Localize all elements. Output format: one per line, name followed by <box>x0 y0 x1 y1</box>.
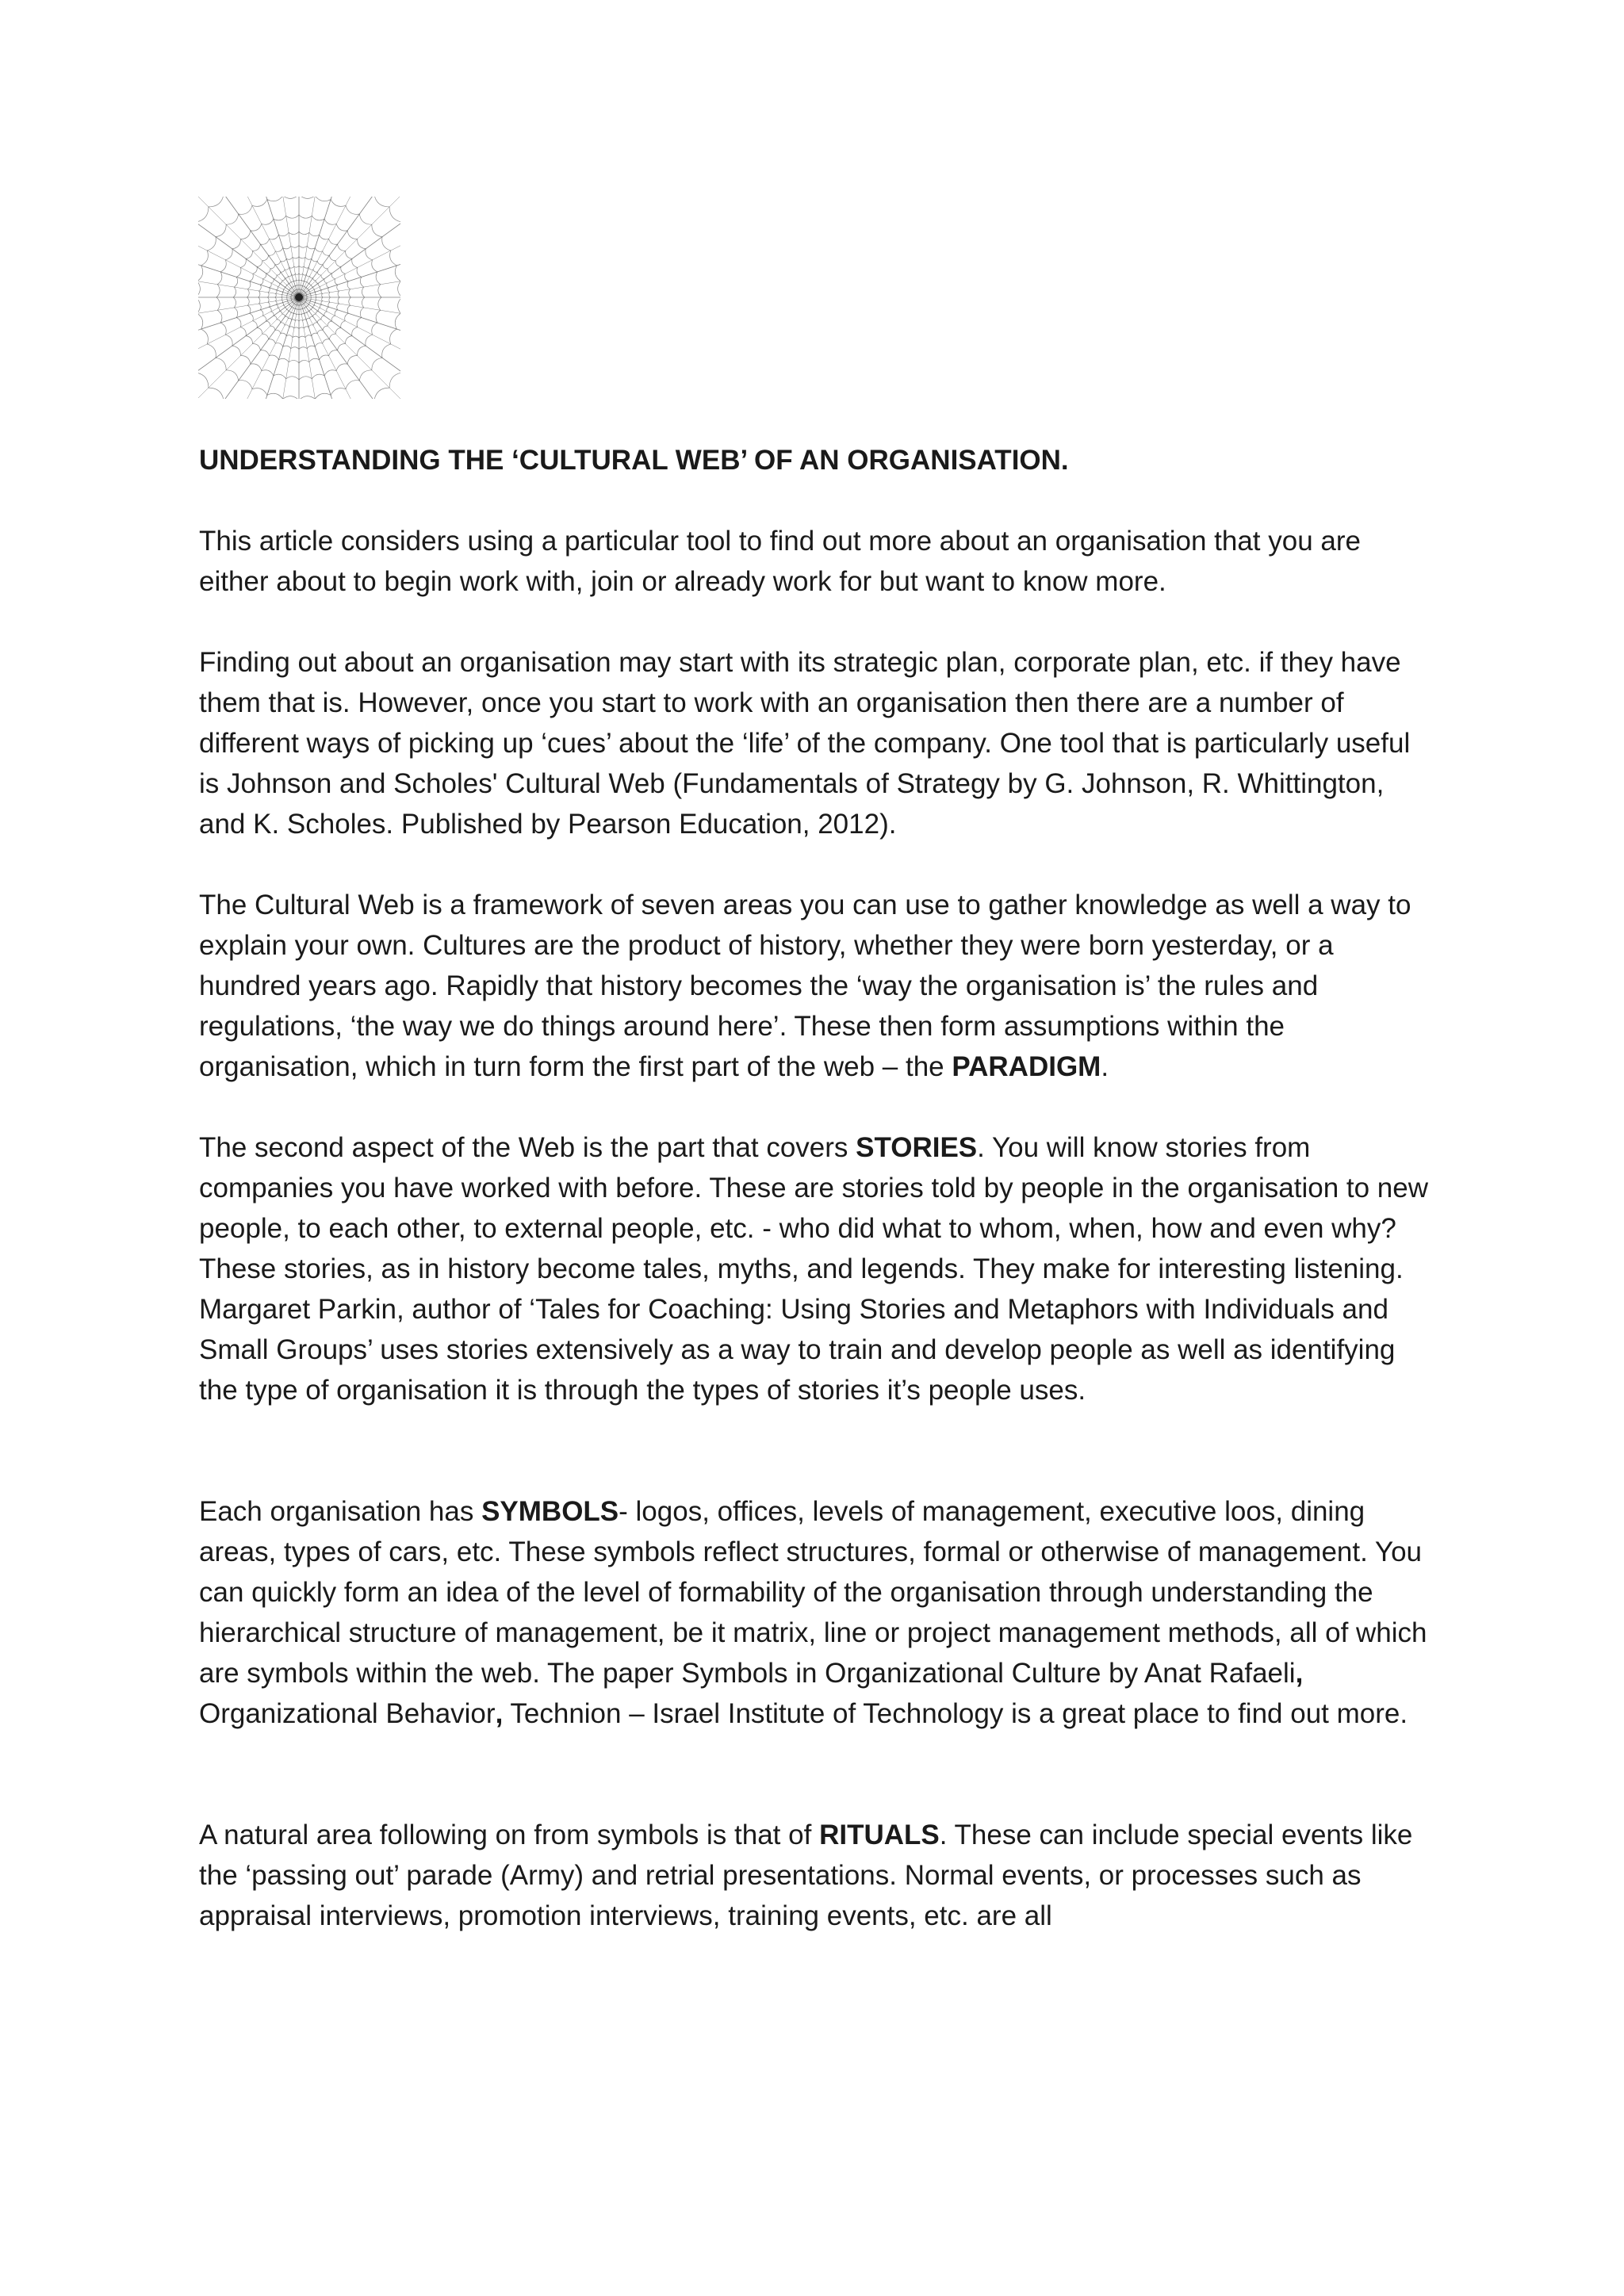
paragraph-paradigm <box>199 885 1436 1087</box>
web-spoke <box>231 197 299 297</box>
paragraph-text: . These can include special events like the ‘passing out’ parade (Army) and retrial presentations. Normal events, or processes such as appraisal interviews, promotion interviews, training events, etc. are all <box>199 1820 1413 1931</box>
paragraph-finding-out: Finding out about an organisation may start with its strategic plan, corporate plan, etc. if they have them that is. However, once you start to work with an organisation then there are a number of different ways of picking up ‘cues’ about the ‘life’ of the company. One tool that is particularly useful is Johnson and Scholes' Cultural Web (Fundamentals of Strategy by G. Johnson, R. Whittington, and K. Scholes. Published by Pearson Education, 2012). <box>199 647 1411 840</box>
bold-comma: , <box>495 1698 504 1729</box>
keyword-rituals: RITUALS <box>819 1820 940 1850</box>
web-spoke <box>299 197 388 297</box>
paragraph-text: Each organisation has <box>199 1496 482 1527</box>
web-spoke <box>299 297 400 386</box>
web-spoke <box>299 297 367 399</box>
web-spoke <box>299 297 400 399</box>
web-spoke <box>275 197 299 297</box>
web-spoke <box>198 209 299 297</box>
web-spoke <box>198 297 299 386</box>
web-spoke <box>198 297 299 365</box>
paragraph-stories <box>199 1127 1436 1410</box>
web-center <box>295 293 303 301</box>
spider-web-icon <box>198 197 400 399</box>
bold-comma: , <box>1295 1658 1304 1689</box>
web-spoke <box>198 229 299 297</box>
article-body <box>199 440 1436 1976</box>
paragraph-text: . <box>1101 1051 1109 1082</box>
paragraph-intro: This article considers using a particular tool to find out more about an organisation that you are either about to begin work with, join or already work for but want to know more. <box>199 526 1361 597</box>
article-title: UNDERSTANDING THE ‘CULTURAL WEB’ OF AN ORGANISATION. <box>199 445 1069 476</box>
web-spoke <box>275 297 299 399</box>
paragraph-text: Technion – Israel Institute of Technology is a great place to find out more. <box>503 1698 1408 1729</box>
web-spoke <box>210 197 299 297</box>
web-spoke <box>231 297 299 399</box>
web-spoke <box>299 197 323 297</box>
paragraph-text: The second aspect of the Web is the part that covers <box>199 1132 856 1163</box>
paragraph-rituals <box>199 1815 1436 1936</box>
web-spoke <box>299 297 400 365</box>
paragraph-symbols <box>199 1491 1436 1734</box>
paragraph-text: - logos, offices, levels of management, executive loos, dining areas, types of cars, etc. These symbols reflect structures, formal or otherwise of management. You can quickly form an idea of the level of formability of the organisation through understanding the hierarchical structure of management, be it matrix, line or project management methods, all of which are symbols within the web. The paper Symbols in Organizational Culture by Anat Rafaeli <box>199 1496 1427 1689</box>
web-spoke <box>198 274 299 297</box>
web-spoke <box>299 197 367 297</box>
keyword-stories: STORIES <box>856 1132 978 1163</box>
web-spoke <box>198 297 299 321</box>
paragraph-text: A natural area following on from symbols is that of <box>199 1820 820 1850</box>
paragraph-text: The Cultural Web is a framework of seven areas you can use to gather knowledge as well a way to explain your own. Cultures are the product of history, whether they were born yesterday, or a hundred years ago. Rapidly that history becomes the ‘way the organisation is’ the rules and regulations, ‘the way we do things around here’. These then form assumptions within the organisation, which in turn form the first part of the web – the <box>199 890 1411 1082</box>
paragraph-text: . You will know stories from companies you have worked with before. These are stories told by people in the organisation to new people, to each other, to external people, etc. - who did what to whom, when, how and even why? These stories, as in history become tales, myths, and legends. They make for interesting listening. Margaret Parkin, author of ‘Tales for Coaching: Using Stories and Metaphors with Individuals and Small Groups’ uses stories extensively as a way to train and develop people as well as identifying the type of organisation it is through the types of stories it’s people uses. <box>199 1132 1428 1406</box>
web-spoke <box>299 297 323 399</box>
web-spoke <box>299 274 400 297</box>
keyword-symbols: SYMBOLS <box>481 1496 619 1527</box>
web-spoke <box>299 297 400 321</box>
web-spoke <box>210 297 299 399</box>
web-spoke <box>299 209 400 297</box>
web-spoke <box>299 229 400 297</box>
keyword-paradigm: PARADIGM <box>952 1051 1101 1082</box>
web-spoke <box>299 297 388 399</box>
paragraph-text: Organizational Behavior <box>199 1698 496 1729</box>
